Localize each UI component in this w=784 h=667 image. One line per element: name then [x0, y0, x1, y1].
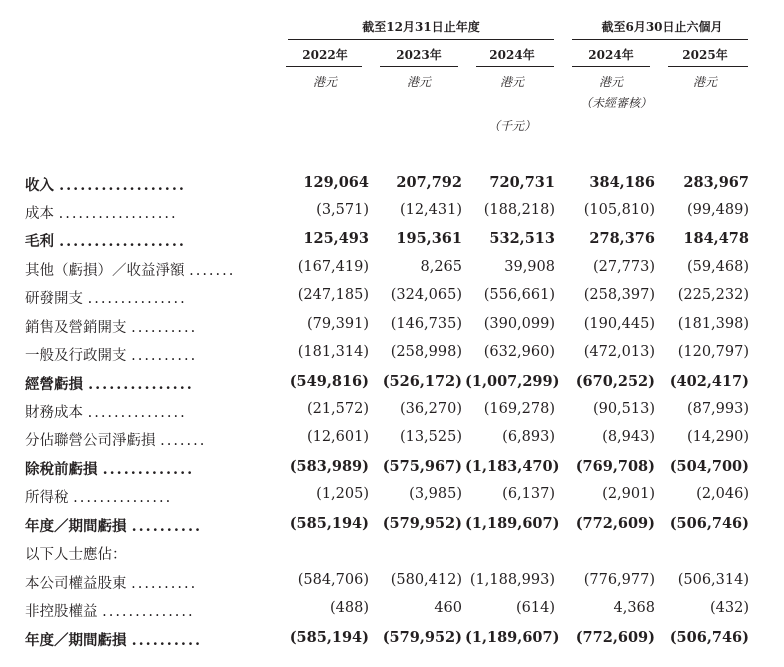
table-row [0, 284, 784, 310]
row-value: (14,290) [686, 429, 749, 445]
leader-dots: ............... [88, 376, 194, 393]
row-label-text: 除稅前虧損 [25, 461, 98, 478]
row-value: (1,188,993) [469, 572, 555, 588]
group-header-rule [288, 39, 554, 40]
row-label [25, 572, 273, 593]
row-value: (614) [516, 600, 555, 616]
row-label-text: 一般及行政開支 [25, 348, 127, 364]
year-header: 2024年 [489, 48, 535, 62]
row-value: (2,046) [696, 486, 749, 502]
table-row [0, 171, 784, 197]
leader-dots: ............... [87, 405, 187, 421]
row-value: 184,478 [683, 230, 749, 247]
row-label [25, 202, 273, 223]
year-header-rule [380, 66, 458, 67]
currency-label: 港元 [406, 75, 431, 89]
row-value: (504,700) [669, 458, 749, 475]
row-label [25, 174, 273, 195]
row-value: 8,265 [420, 259, 462, 275]
table-row [0, 455, 784, 481]
row-value: 129,064 [303, 174, 369, 191]
leader-dots: .............. [102, 604, 195, 620]
row-label-text: 年度／期間虧損 [25, 518, 127, 535]
row-value: 720,731 [489, 174, 555, 191]
row-value: 39,908 [504, 259, 555, 275]
row-value: (190,445) [583, 316, 655, 332]
row-value: (549,816) [289, 373, 369, 390]
row-value: (87,993) [686, 401, 749, 417]
leader-dots: .................. [59, 177, 186, 194]
row-value: (579,952) [382, 515, 462, 532]
row-value: (21,572) [306, 401, 369, 417]
table-row [0, 512, 784, 538]
row-label [25, 486, 273, 507]
row-value: 278,376 [589, 230, 655, 247]
table-row [0, 398, 784, 424]
row-value: (169,278) [483, 401, 555, 417]
row-value: (472,013) [583, 344, 655, 360]
row-value: (506,746) [669, 629, 749, 646]
row-value: (776,977) [583, 572, 655, 588]
row-value: (488) [330, 600, 369, 616]
leader-dots: ....... [189, 263, 236, 279]
row-value: (258,397) [583, 287, 655, 303]
year-header: 2024年 [588, 48, 634, 62]
leader-dots: ............... [87, 291, 187, 307]
table-row [0, 256, 784, 282]
row-value: (579,952) [382, 629, 462, 646]
row-value: (36,270) [399, 401, 462, 417]
table-row [0, 227, 784, 253]
row-label [25, 515, 273, 536]
row-value: (181,314) [297, 344, 369, 360]
row-label-text: 其他（虧損）／收益淨額 [25, 263, 185, 279]
row-value: (772,609) [575, 629, 655, 646]
row-value: 384,186 [589, 174, 655, 191]
table-row [0, 626, 784, 652]
year-header: 2023年 [396, 48, 442, 62]
row-value: (6,893) [502, 429, 555, 445]
row-value: (225,232) [677, 287, 749, 303]
table-row [0, 313, 784, 339]
row-value: (585,194) [289, 629, 369, 646]
row-value: (99,489) [686, 202, 749, 218]
row-value: (120,797) [677, 344, 749, 360]
row-label-text: 所得稅 [25, 490, 69, 506]
row-value: (506,746) [669, 515, 749, 532]
row-value: (105,810) [583, 202, 655, 218]
unaudited-note: （未經審核） [579, 96, 652, 110]
row-label-text: 分佔聯營公司淨虧損 [25, 433, 156, 449]
row-label-text: 非控股權益 [25, 604, 98, 620]
row-value: (432) [710, 600, 749, 616]
row-label-text: 毛利 [25, 233, 54, 250]
row-label-text: 年度／期間虧損 [25, 632, 127, 649]
row-value: (632,960) [483, 344, 555, 360]
currency-label: 港元 [692, 75, 717, 89]
row-label-text: 本公司權益股東 [25, 576, 127, 592]
row-value: (12,431) [399, 202, 462, 218]
year-header-rule [286, 66, 362, 67]
row-value: (769,708) [575, 458, 655, 475]
row-value: (1,007,299) [465, 373, 560, 390]
row-label-text: 經營虧損 [25, 376, 83, 393]
row-value: (79,391) [306, 316, 369, 332]
row-label [25, 230, 273, 251]
row-value: (258,998) [390, 344, 462, 360]
row-label-text: 財務成本 [25, 405, 83, 421]
row-value: (670,252) [575, 373, 655, 390]
leader-dots: .......... [131, 518, 203, 535]
table-row [0, 426, 784, 452]
leader-dots: ............... [73, 490, 173, 506]
row-label [25, 287, 273, 308]
leader-dots: .................. [58, 206, 178, 222]
row-value: (402,417) [669, 373, 749, 390]
row-value: (506,314) [677, 572, 749, 588]
row-label [25, 600, 273, 621]
row-value: 125,493 [303, 230, 369, 247]
row-label [25, 373, 273, 394]
row-label [25, 458, 273, 479]
row-value: (12,601) [306, 429, 369, 445]
row-value: (585,194) [289, 515, 369, 532]
row-value: (146,735) [390, 316, 462, 332]
leader-dots: .......... [131, 632, 203, 649]
row-label-text: 以下人士應佔： [25, 547, 127, 563]
table-row [0, 569, 784, 595]
row-value: (1,205) [316, 486, 369, 502]
leader-dots: .......... [131, 348, 198, 364]
currency-label: 港元 [598, 75, 623, 89]
group-header-year-ended: 截至12月31日止年度 [362, 20, 480, 34]
row-value: (772,609) [575, 515, 655, 532]
row-value: (6,137) [502, 486, 555, 502]
row-value: (27,773) [592, 259, 655, 275]
table-row [0, 370, 784, 396]
row-value: (1,189,607) [465, 629, 560, 646]
row-label-text: 研發開支 [25, 291, 83, 307]
row-value: (526,172) [382, 373, 462, 390]
leader-dots: .......... [131, 576, 198, 592]
row-label [25, 401, 273, 422]
leader-dots: .......... [131, 320, 198, 336]
row-value: (3,985) [409, 486, 462, 502]
row-label-text: 成本 [25, 206, 54, 222]
row-value: (583,989) [289, 458, 369, 475]
row-value: (59,468) [686, 259, 749, 275]
row-value: (324,065) [390, 287, 462, 303]
table-row [0, 483, 784, 509]
thousands-note: （千元） [487, 119, 536, 133]
table-row [0, 341, 784, 367]
leader-dots: .................. [59, 233, 186, 250]
group-header-six-months: 截至6月30日止六個月 [601, 20, 723, 34]
row-label [25, 543, 273, 564]
row-value: (90,513) [592, 401, 655, 417]
row-label [25, 259, 273, 280]
row-label-text: 收入 [25, 177, 54, 194]
row-value: (13,525) [399, 429, 462, 445]
row-value: 207,792 [396, 174, 462, 191]
row-value: (188,218) [483, 202, 555, 218]
year-header-rule [668, 66, 748, 67]
year-header-rule [572, 66, 650, 67]
group-header-rule [572, 39, 748, 40]
row-value: (2,901) [602, 486, 655, 502]
row-label [25, 429, 273, 450]
row-value: (167,419) [297, 259, 369, 275]
row-value: (390,099) [483, 316, 555, 332]
table-row [0, 597, 784, 623]
row-value: 4,368 [613, 600, 655, 616]
row-label [25, 316, 273, 337]
year-header: 2022年 [302, 48, 348, 62]
row-label [25, 629, 273, 650]
row-value: (580,412) [390, 572, 462, 588]
row-value: (181,398) [677, 316, 749, 332]
leader-dots: ....... [160, 433, 207, 449]
row-value: 283,967 [683, 174, 749, 191]
year-header: 2025年 [682, 48, 728, 62]
row-value: (1,183,470) [465, 458, 560, 475]
table-row [0, 540, 784, 566]
row-value: 460 [434, 600, 462, 616]
row-value: (575,967) [382, 458, 462, 475]
row-value: (1,189,607) [465, 515, 560, 532]
row-value: (3,571) [316, 202, 369, 218]
row-value: 195,361 [396, 230, 462, 247]
row-value: (584,706) [297, 572, 369, 588]
leader-dots: ............. [102, 461, 195, 478]
row-value: (556,661) [483, 287, 555, 303]
row-value: (8,943) [602, 429, 655, 445]
currency-label: 港元 [312, 75, 337, 89]
year-header-rule [476, 66, 554, 67]
row-label-text: 銷售及營銷開支 [25, 320, 127, 336]
row-value: (247,185) [297, 287, 369, 303]
currency-label: 港元 [499, 75, 524, 89]
table-row [0, 199, 784, 225]
row-label [25, 344, 273, 365]
row-value: 532,513 [489, 230, 555, 247]
